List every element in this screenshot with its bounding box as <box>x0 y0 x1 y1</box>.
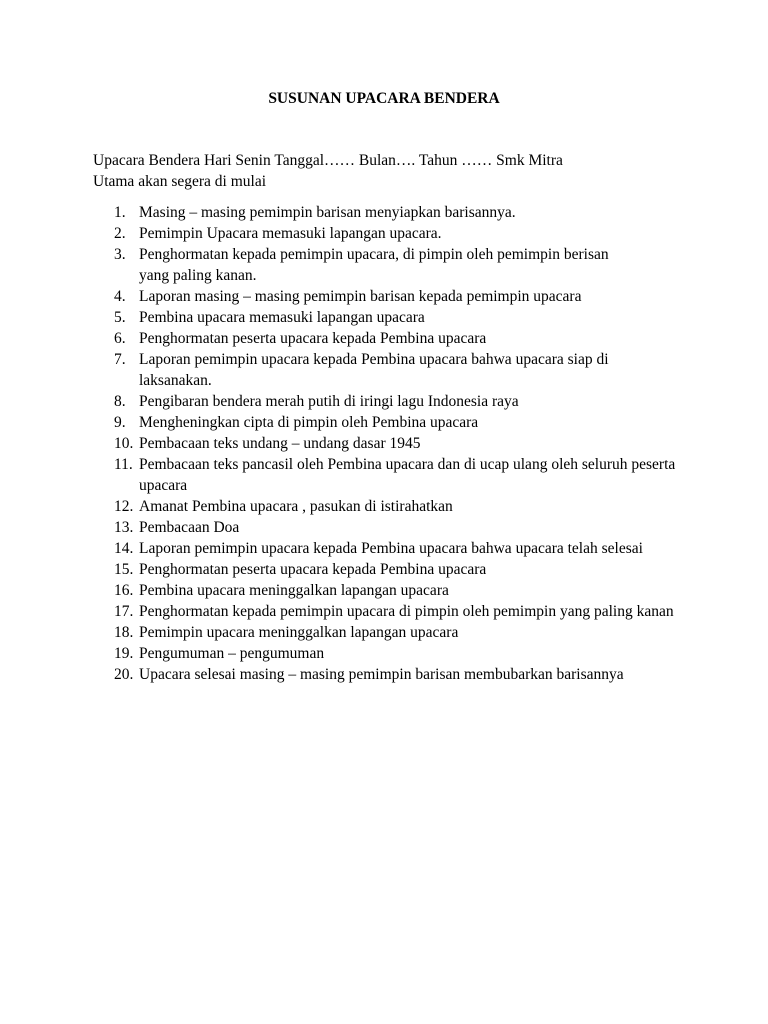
list-item <box>114 223 694 244</box>
step-number: 12. <box>114 498 134 515</box>
step-number: 7. <box>114 351 126 368</box>
step-number: 19. <box>114 645 134 662</box>
list-item <box>114 454 694 496</box>
list-item <box>114 349 694 391</box>
document-title: SUSUNAN UPACARA BENDERA <box>268 90 500 107</box>
step-number: 5. <box>114 309 126 326</box>
step-text: Mengheningkan cipta di pimpin oleh Pembina upacara <box>139 414 479 431</box>
intro-line-2: Utama akan segera di mulai <box>93 173 267 190</box>
step-number: 20. <box>114 666 134 683</box>
step-text: Pembacaan Doa <box>139 519 240 536</box>
step-text: Pembacaan teks undang – undang dasar 1945 <box>139 435 421 452</box>
list-item <box>114 412 694 433</box>
ceremony-steps-list <box>114 202 694 685</box>
step-text: Penghormatan kepada pemimpin upacara, di pimpin oleh pemimpin berisan yang paling kanan. <box>139 246 609 284</box>
step-text: Penghormatan peserta upacara kepada Pembina upacara <box>139 561 487 578</box>
step-text: Pemimpin upacara meninggalkan lapangan upacara <box>139 624 459 641</box>
step-number: 2. <box>114 225 126 242</box>
list-item <box>114 622 694 643</box>
list-item <box>114 580 694 601</box>
step-number: 10. <box>114 435 134 452</box>
step-text: Amanat Pembina upacara , pasukan di istirahatkan <box>139 498 453 515</box>
list-item <box>114 538 694 559</box>
list-item <box>114 328 694 349</box>
step-text: Pemimpin Upacara memasuki lapangan upacara. <box>139 225 442 242</box>
step-number: 18. <box>114 624 134 641</box>
list-item <box>114 643 694 664</box>
step-text: Laporan masing – masing pemimpin barisan kepada pemimpin upacara <box>139 288 582 305</box>
step-number: 15. <box>114 561 134 578</box>
step-number: 13. <box>114 519 134 536</box>
step-number: 6. <box>114 330 126 347</box>
list-item <box>114 559 694 580</box>
list-item <box>114 202 694 223</box>
step-number: 14. <box>114 540 134 557</box>
step-text: Penghormatan kepada pemimpin upacara di pimpin oleh pemimpin yang paling kanan <box>139 603 674 620</box>
step-number: 4. <box>114 288 126 305</box>
step-text: Pengumuman – pengumuman <box>139 645 325 662</box>
list-item <box>114 496 694 517</box>
step-text: Pengibaran bendera merah putih di iringi lagu Indonesia raya <box>139 393 519 410</box>
step-text: Penghormatan peserta upacara kepada Pembina upacara <box>139 330 487 347</box>
list-item <box>114 664 694 685</box>
step-text: Laporan pemimpin upacara kepada Pembina upacara bahwa upacara telah selesai <box>139 540 643 557</box>
list-item <box>114 433 694 454</box>
step-number: 8. <box>114 393 126 410</box>
intro-line-1: Upacara Bendera Hari Senin Tanggal…… Bulan…. Tahun …… Smk Mitra <box>93 152 563 169</box>
list-item <box>114 391 694 412</box>
list-item <box>114 517 694 538</box>
step-number: 9. <box>114 414 126 431</box>
step-text: Pembina upacara memasuki lapangan upacara <box>139 309 425 326</box>
step-number: 11. <box>114 456 133 473</box>
list-item <box>114 601 694 622</box>
step-text: Pembacaan teks pancasil oleh Pembina upacara dan di ucap ulang oleh seluruh peserta upacara <box>139 456 676 494</box>
step-number: 1. <box>114 204 126 221</box>
list-item <box>114 244 694 286</box>
list-item <box>114 307 694 328</box>
step-number: 17. <box>114 603 134 620</box>
step-text: Laporan pemimpin upacara kepada Pembina upacara bahwa upacara siap di laksanakan. <box>139 351 609 389</box>
step-text: Upacara selesai masing – masing pemimpin barisan membubarkan barisannya <box>139 666 624 683</box>
intro-paragraph <box>93 150 663 192</box>
step-text: Masing – masing pemimpin barisan menyiapkan barisannya. <box>139 204 516 221</box>
list-item <box>114 286 694 307</box>
step-number: 16. <box>114 582 134 599</box>
step-number: 3. <box>114 246 126 263</box>
step-text: Pembina upacara meninggalkan lapangan upacara <box>139 582 449 599</box>
